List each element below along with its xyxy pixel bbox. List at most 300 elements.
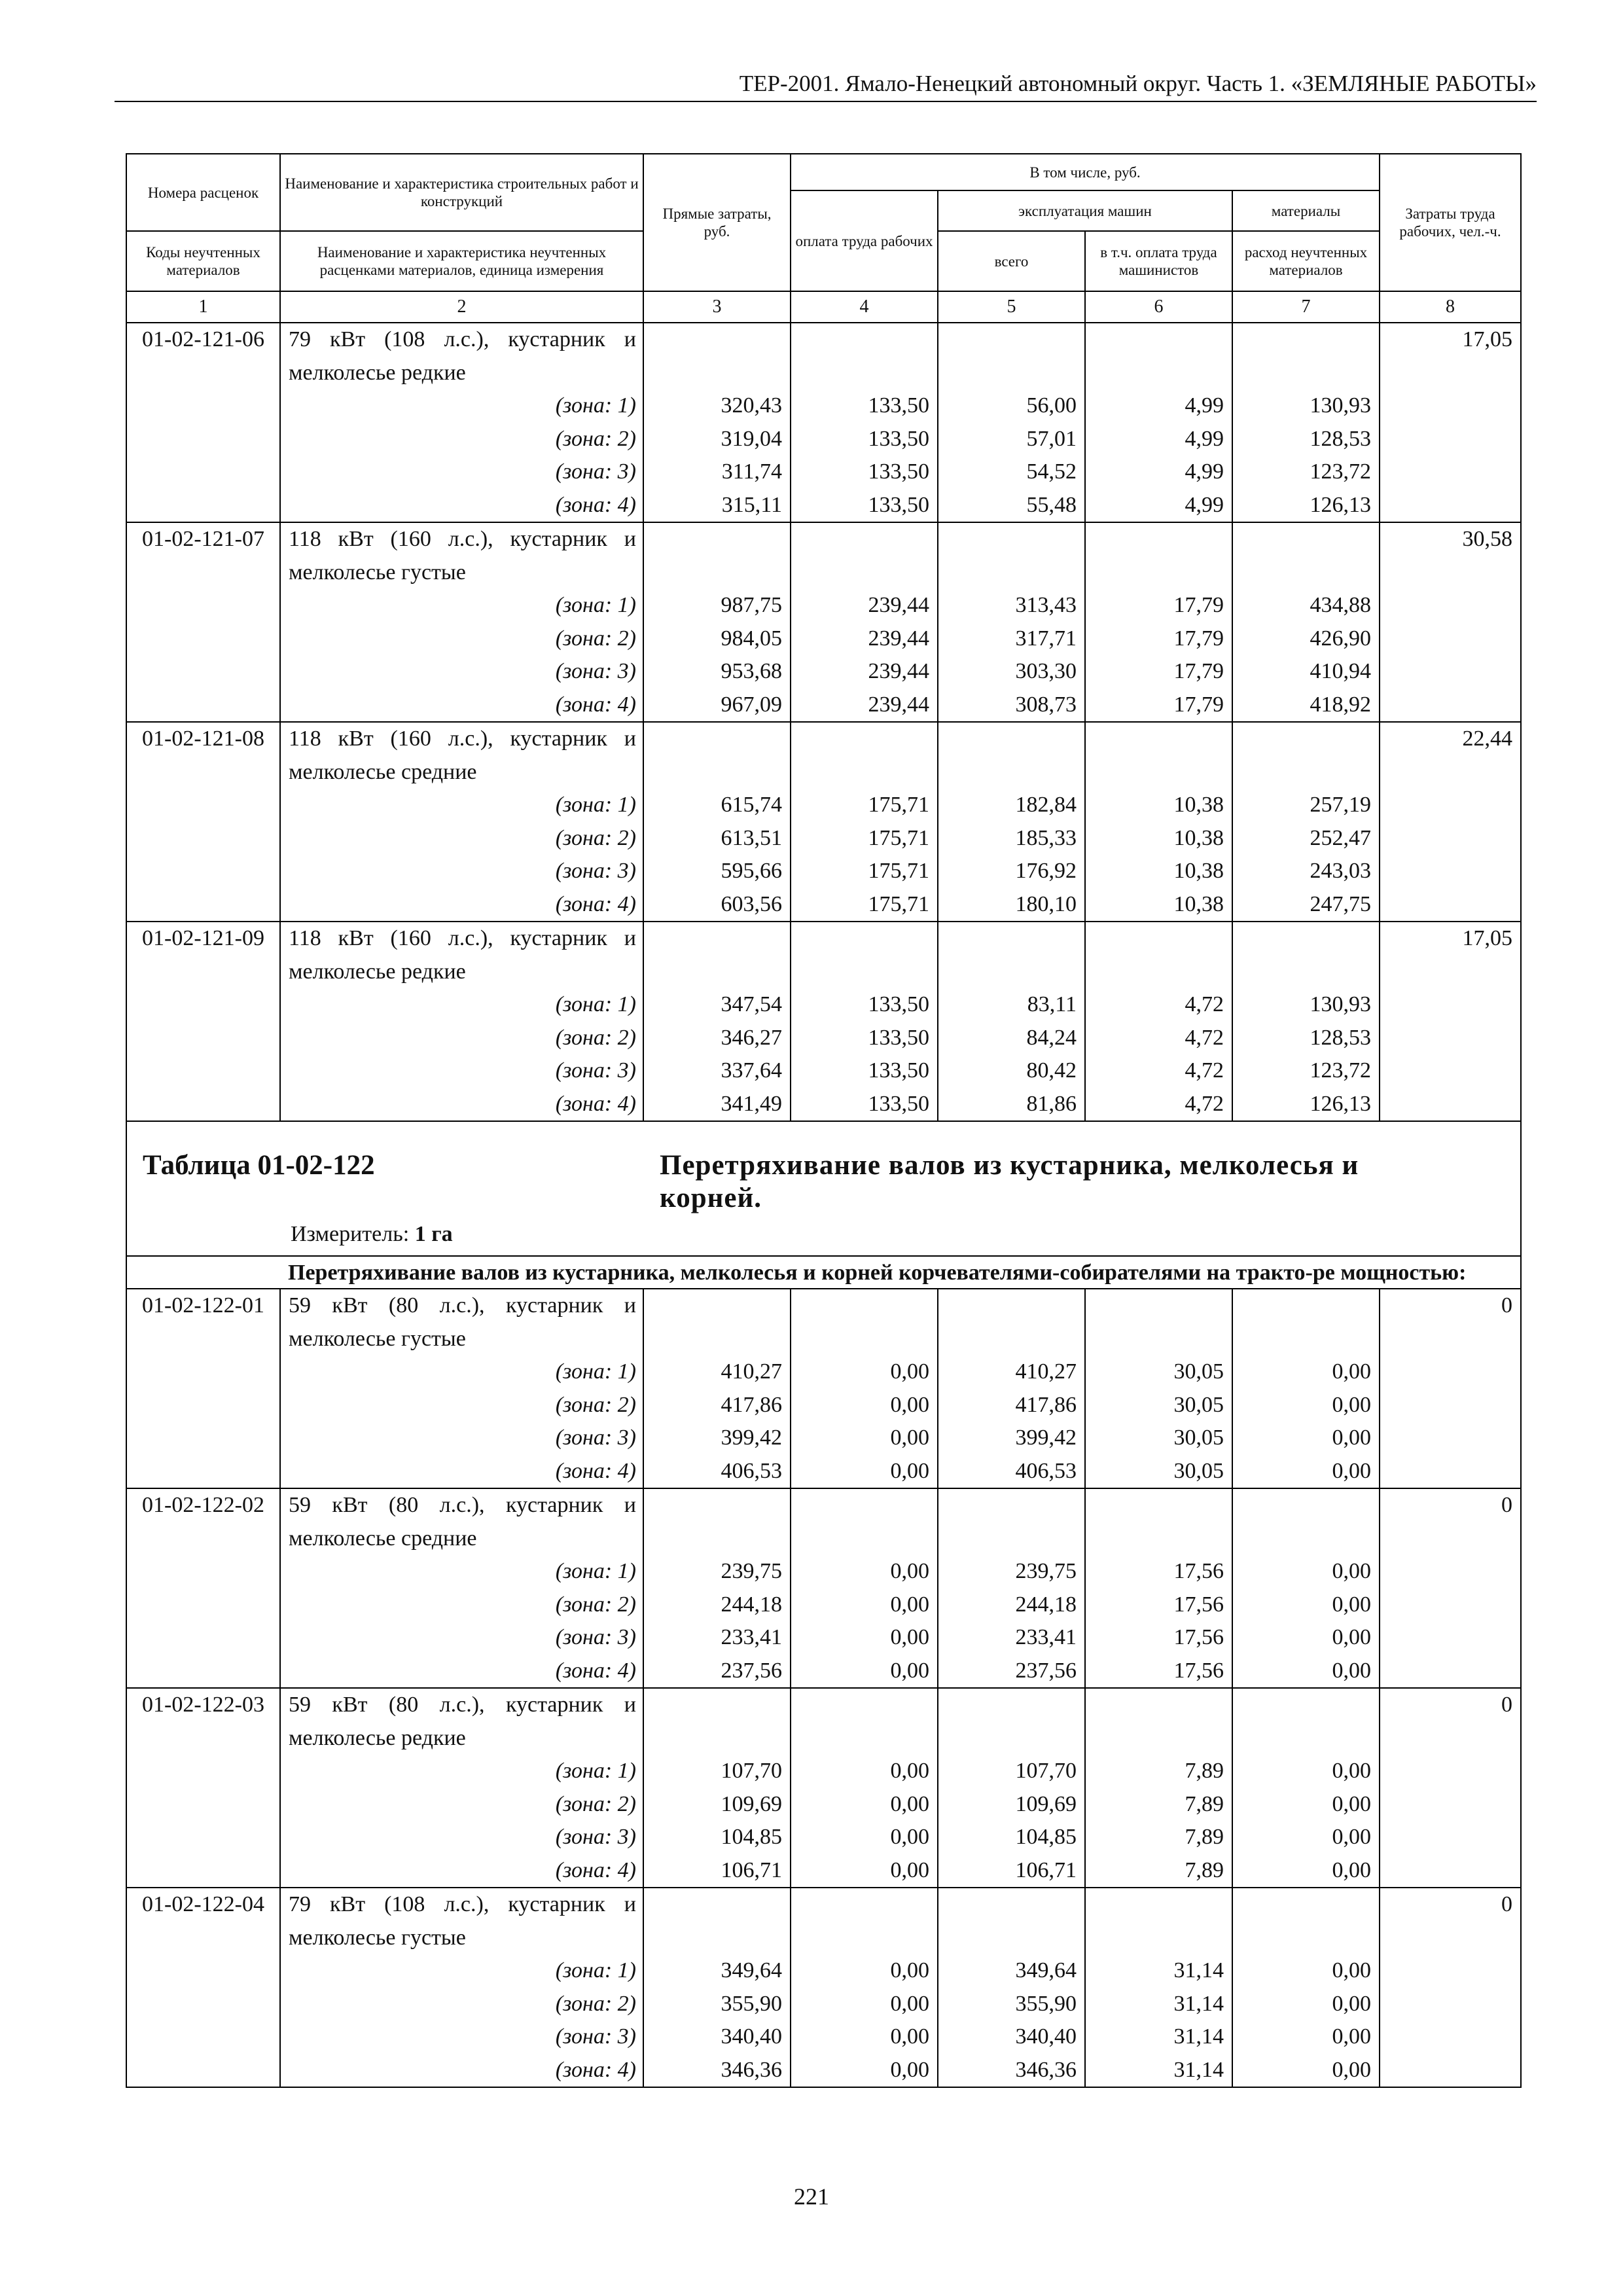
materials-consumption: 0,00 — [1232, 2020, 1380, 2054]
empty-cell — [1085, 922, 1232, 956]
empty-cell — [643, 1888, 791, 1922]
empty-cell — [126, 956, 280, 989]
zone-label: (зона: 4) — [280, 888, 643, 922]
worker-pay: 133,50 — [791, 456, 938, 489]
machinist-pay: 17,79 — [1085, 622, 1232, 656]
direct-costs: 320,43 — [643, 389, 791, 423]
empty-cell — [126, 1655, 280, 1689]
zone-row — [126, 1988, 1521, 2021]
empty-cell — [126, 1389, 280, 1422]
empty-cell — [643, 1289, 791, 1323]
zone-label: (зона: 2) — [280, 1788, 643, 1821]
rate-row-continuation — [126, 1722, 1521, 1755]
rate-description: мелколесье редкие — [280, 1722, 643, 1755]
table-block — [126, 1121, 1521, 1289]
labor-cost: 17,05 — [1380, 922, 1521, 956]
rate-description: мелколесье редкие — [280, 956, 643, 989]
worker-pay: 0,00 — [791, 1755, 938, 1788]
direct-costs: 337,64 — [643, 1054, 791, 1088]
rate-description: 59 кВт (80 л.с.), кустарник и — [280, 1488, 643, 1522]
empty-cell — [791, 323, 938, 357]
empty-cell — [126, 456, 280, 489]
empty-cell — [1232, 956, 1380, 989]
empty-cell — [126, 2054, 280, 2088]
worker-pay: 0,00 — [791, 1788, 938, 1821]
empty-cell — [1380, 655, 1521, 689]
machines-total: 233,41 — [938, 1621, 1085, 1655]
empty-cell — [126, 1323, 280, 1356]
rate-row — [126, 1688, 1521, 1722]
direct-costs: 315,11 — [643, 489, 791, 523]
zone-row — [126, 1088, 1521, 1122]
empty-cell — [1380, 822, 1521, 855]
empty-cell — [791, 1323, 938, 1356]
direct-costs: 244,18 — [643, 1588, 791, 1622]
zone-row — [126, 1621, 1521, 1655]
materials-consumption: 0,00 — [1232, 1788, 1380, 1821]
worker-pay: 0,00 — [791, 1821, 938, 1854]
rate-code: 01-02-121-08 — [126, 722, 280, 756]
empty-cell — [1380, 389, 1521, 423]
rate-row — [126, 1888, 1521, 1922]
table-meter — [143, 1220, 1507, 1249]
rates-table-01-02-121 — [126, 323, 1521, 1121]
rate-row-continuation — [126, 1522, 1521, 1556]
empty-cell — [1380, 556, 1521, 590]
zone-row — [126, 655, 1521, 689]
empty-cell — [1380, 1588, 1521, 1622]
header-machines-total: всего — [938, 231, 1085, 291]
worker-pay: 239,44 — [791, 622, 938, 656]
worker-pay: 0,00 — [791, 2054, 938, 2088]
worker-pay: 0,00 — [791, 1455, 938, 1489]
empty-cell — [1232, 323, 1380, 357]
column-number: 6 — [1085, 291, 1232, 323]
empty-cell — [1380, 1088, 1521, 1122]
rate-description: 59 кВт (80 л.с.), кустарник и — [280, 1289, 643, 1323]
empty-cell — [1380, 1323, 1521, 1356]
machinist-pay: 17,56 — [1085, 1621, 1232, 1655]
empty-cell — [126, 2020, 280, 2054]
direct-costs: 341,49 — [643, 1088, 791, 1122]
materials-consumption: 0,00 — [1232, 1355, 1380, 1389]
direct-costs: 615,74 — [643, 789, 791, 822]
empty-cell — [126, 1588, 280, 1622]
column-number: 4 — [791, 291, 938, 323]
rate-code: 01-02-122-01 — [126, 1289, 280, 1323]
zone-row — [126, 456, 1521, 489]
zone-label: (зона: 1) — [280, 389, 643, 423]
worker-pay: 0,00 — [791, 1355, 938, 1389]
rates-table-01-02-122 — [126, 1289, 1521, 2087]
machines-total: 80,42 — [938, 1054, 1085, 1088]
page-number: 221 — [794, 2183, 829, 2210]
zone-row — [126, 1788, 1521, 1821]
machinist-pay: 7,89 — [1085, 1788, 1232, 1821]
empty-cell — [1380, 2054, 1521, 2088]
materials-consumption: 130,93 — [1232, 389, 1380, 423]
machines-total: 410,27 — [938, 1355, 1085, 1389]
empty-cell — [126, 822, 280, 855]
materials-consumption: 243,03 — [1232, 855, 1380, 888]
worker-pay: 0,00 — [791, 1655, 938, 1689]
machines-total: 57,01 — [938, 423, 1085, 456]
empty-cell — [126, 389, 280, 423]
zone-label: (зона: 2) — [280, 1988, 643, 2021]
zone-label: (зона: 3) — [280, 1054, 643, 1088]
empty-cell — [791, 1888, 938, 1922]
materials-consumption: 126,13 — [1232, 489, 1380, 523]
rate-row-continuation — [126, 357, 1521, 390]
empty-cell — [126, 756, 280, 789]
direct-costs: 239,75 — [643, 1555, 791, 1588]
empty-cell — [126, 1088, 280, 1122]
labor-cost: 0 — [1380, 1488, 1521, 1522]
zone-row — [126, 1755, 1521, 1788]
worker-pay: 133,50 — [791, 1022, 938, 1055]
section-title: Перетряхивание валов из кустарника, мелколесья и корней корчевателями-собирателями на тракто-ре мощностью: — [126, 1256, 1521, 1289]
rate-code: 01-02-122-04 — [126, 1888, 280, 1922]
zone-row — [126, 1655, 1521, 1689]
empty-cell — [791, 1488, 938, 1522]
empty-cell — [126, 1455, 280, 1489]
empty-cell — [791, 956, 938, 989]
empty-cell — [1232, 1722, 1380, 1755]
empty-cell — [1380, 1522, 1521, 1556]
machinist-pay: 17,79 — [1085, 655, 1232, 689]
empty-cell — [1380, 888, 1521, 922]
empty-cell — [1085, 1522, 1232, 1556]
column-number: 5 — [938, 291, 1085, 323]
labor-cost: 0 — [1380, 1888, 1521, 1922]
worker-pay: 239,44 — [791, 655, 938, 689]
zone-label: (зона: 4) — [280, 2054, 643, 2088]
worker-pay: 239,44 — [791, 589, 938, 622]
zone-row — [126, 423, 1521, 456]
empty-cell — [643, 1522, 791, 1556]
zone-label: (зона: 1) — [280, 589, 643, 622]
empty-cell — [126, 888, 280, 922]
machinist-pay: 30,05 — [1085, 1389, 1232, 1422]
empty-cell — [643, 722, 791, 756]
machines-total: 106,71 — [938, 1854, 1085, 1888]
machinist-pay: 10,38 — [1085, 822, 1232, 855]
machinist-pay: 4,72 — [1085, 1022, 1232, 1055]
empty-cell — [938, 323, 1085, 357]
column-number: 2 — [280, 291, 643, 323]
running-head: ТЕР-2001. Ямало-Ненецкий автономный округ. Часть 1. «ЗЕМЛЯНЫЕ РАБОТЫ» — [115, 69, 1537, 102]
empty-cell — [643, 323, 791, 357]
zone-row — [126, 2054, 1521, 2088]
machinist-pay: 10,38 — [1085, 789, 1232, 822]
rate-code: 01-02-122-03 — [126, 1688, 280, 1722]
machinist-pay: 10,38 — [1085, 855, 1232, 888]
empty-cell — [126, 1722, 280, 1755]
worker-pay: 0,00 — [791, 2020, 938, 2054]
materials-consumption: 130,93 — [1232, 988, 1380, 1022]
labor-cost: 30,58 — [1380, 522, 1521, 556]
machines-total: 180,10 — [938, 888, 1085, 922]
rate-row-continuation — [126, 556, 1521, 590]
empty-cell — [938, 922, 1085, 956]
empty-cell — [1380, 456, 1521, 489]
machinist-pay: 4,72 — [1085, 1054, 1232, 1088]
direct-costs: 953,68 — [643, 655, 791, 689]
empty-cell — [791, 1522, 938, 1556]
empty-cell — [126, 1988, 280, 2021]
machinist-pay: 4,99 — [1085, 489, 1232, 523]
header-material-names: Наименование и характеристика неучтенных расценками материалов, единица измерения — [280, 231, 643, 291]
worker-pay: 239,44 — [791, 689, 938, 723]
machines-total: 237,56 — [938, 1655, 1085, 1689]
zone-row — [126, 1555, 1521, 1588]
empty-cell — [126, 1522, 280, 1556]
materials-consumption: 0,00 — [1232, 1621, 1380, 1655]
empty-cell — [1232, 722, 1380, 756]
empty-cell — [1085, 756, 1232, 789]
direct-costs: 967,09 — [643, 689, 791, 723]
column-number: 1 — [126, 291, 280, 323]
empty-cell — [1380, 1854, 1521, 1888]
empty-cell — [126, 357, 280, 390]
empty-cell — [126, 1355, 280, 1389]
machinist-pay: 17,56 — [1085, 1655, 1232, 1689]
empty-cell — [1380, 1022, 1521, 1055]
header-including: В том числе, руб. — [791, 154, 1380, 190]
empty-cell — [1380, 789, 1521, 822]
zone-label: (зона: 1) — [280, 988, 643, 1022]
materials-consumption: 0,00 — [1232, 1821, 1380, 1854]
machines-total: 406,53 — [938, 1455, 1085, 1489]
materials-consumption: 0,00 — [1232, 1422, 1380, 1455]
rate-row-continuation — [126, 956, 1521, 989]
empty-cell — [1085, 1488, 1232, 1522]
zone-row — [126, 1455, 1521, 1489]
machinist-pay: 31,14 — [1085, 2054, 1232, 2088]
empty-cell — [1380, 357, 1521, 390]
machines-total: 239,75 — [938, 1555, 1085, 1588]
empty-cell — [126, 689, 280, 723]
empty-cell — [938, 1888, 1085, 1922]
empty-cell — [1085, 556, 1232, 590]
meter-value: 1 га — [414, 1222, 453, 1246]
zone-label: (зона: 2) — [280, 423, 643, 456]
machines-total: 417,86 — [938, 1389, 1085, 1422]
machines-total: 399,42 — [938, 1422, 1085, 1455]
empty-cell — [938, 522, 1085, 556]
empty-cell — [791, 357, 938, 390]
zone-label: (зона: 3) — [280, 1422, 643, 1455]
worker-pay: 0,00 — [791, 1854, 938, 1888]
zone-row — [126, 1054, 1521, 1088]
zone-row — [126, 1355, 1521, 1389]
empty-cell — [791, 1922, 938, 1955]
empty-cell — [791, 1688, 938, 1722]
machinist-pay: 4,72 — [1085, 1088, 1232, 1122]
direct-costs: 104,85 — [643, 1821, 791, 1854]
column-number: 8 — [1380, 291, 1521, 323]
direct-costs: 319,04 — [643, 423, 791, 456]
table-description: Перетряхивание валов из кустарника, мелколесья и корней. — [660, 1150, 1359, 1213]
materials-consumption: 0,00 — [1232, 1988, 1380, 2021]
empty-cell — [1085, 1688, 1232, 1722]
machinist-pay: 17,79 — [1085, 589, 1232, 622]
zone-label: (зона: 1) — [280, 1355, 643, 1389]
zone-row — [126, 1954, 1521, 1988]
machinist-pay: 31,14 — [1085, 1954, 1232, 1988]
rate-row — [126, 323, 1521, 357]
empty-cell — [938, 556, 1085, 590]
zone-label: (зона: 4) — [280, 1455, 643, 1489]
rate-description: мелколесье средние — [280, 1522, 643, 1556]
empty-cell — [1380, 689, 1521, 723]
direct-costs: 406,53 — [643, 1455, 791, 1489]
machines-total: 346,36 — [938, 2054, 1085, 2088]
empty-cell — [938, 722, 1085, 756]
zone-label: (зона: 4) — [280, 1088, 643, 1122]
empty-cell — [1380, 756, 1521, 789]
worker-pay: 0,00 — [791, 1389, 938, 1422]
empty-cell — [1085, 1888, 1232, 1922]
zone-row — [126, 888, 1521, 922]
zone-label: (зона: 3) — [280, 1821, 643, 1854]
direct-costs: 603,56 — [643, 888, 791, 922]
empty-cell — [126, 1054, 280, 1088]
empty-cell — [1380, 1788, 1521, 1821]
zone-row — [126, 1821, 1521, 1854]
worker-pay: 0,00 — [791, 1588, 938, 1622]
empty-cell — [1085, 1289, 1232, 1323]
empty-cell — [126, 1854, 280, 1888]
empty-cell — [1380, 1555, 1521, 1588]
empty-cell — [1085, 722, 1232, 756]
direct-costs: 347,54 — [643, 988, 791, 1022]
empty-cell — [126, 655, 280, 689]
machinist-pay: 31,14 — [1085, 2020, 1232, 2054]
empty-cell — [791, 522, 938, 556]
empty-cell — [1380, 1755, 1521, 1788]
empty-cell — [938, 1323, 1085, 1356]
empty-cell — [1380, 1389, 1521, 1422]
direct-costs: 984,05 — [643, 622, 791, 656]
rate-row — [126, 1488, 1521, 1522]
table-number: Таблица 01-02-122 — [143, 1150, 375, 1181]
machines-total: 84,24 — [938, 1022, 1085, 1055]
zone-label: (зона: 4) — [280, 1854, 643, 1888]
empty-cell — [1380, 423, 1521, 456]
worker-pay: 175,71 — [791, 888, 938, 922]
labor-cost: 0 — [1380, 1688, 1521, 1722]
worker-pay: 133,50 — [791, 1088, 938, 1122]
empty-cell — [791, 1289, 938, 1323]
rate-row-continuation — [126, 1922, 1521, 1955]
empty-cell — [126, 1755, 280, 1788]
zone-label: (зона: 2) — [280, 822, 643, 855]
worker-pay: 133,50 — [791, 1054, 938, 1088]
zone-label: (зона: 3) — [280, 2020, 643, 2054]
machines-total: 107,70 — [938, 1755, 1085, 1788]
worker-pay: 133,50 — [791, 389, 938, 423]
zone-row — [126, 1022, 1521, 1055]
empty-cell — [643, 1722, 791, 1755]
machinist-pay: 7,89 — [1085, 1755, 1232, 1788]
empty-cell — [1380, 855, 1521, 888]
rate-description: мелколесье густые — [280, 1323, 643, 1356]
machinist-pay: 30,05 — [1085, 1455, 1232, 1489]
zone-row — [126, 489, 1521, 523]
direct-costs: 340,40 — [643, 2020, 791, 2054]
rate-code: 01-02-122-02 — [126, 1488, 280, 1522]
empty-cell — [1380, 589, 1521, 622]
worker-pay: 133,50 — [791, 489, 938, 523]
empty-cell — [643, 556, 791, 590]
zone-label: (зона: 3) — [280, 655, 643, 689]
empty-cell — [1085, 357, 1232, 390]
empty-cell — [1380, 1922, 1521, 1955]
zone-row — [126, 689, 1521, 723]
zone-label: (зона: 1) — [280, 1755, 643, 1788]
rate-description: 79 кВт (108 л.с.), кустарник и — [280, 1888, 643, 1922]
empty-cell — [643, 1922, 791, 1955]
empty-cell — [126, 988, 280, 1022]
rate-description: мелколесье редкие — [280, 357, 643, 390]
header-work-name: Наименование и характеристика строительных работ и конструкций — [280, 154, 643, 231]
machinist-pay: 30,05 — [1085, 1355, 1232, 1389]
zone-label: (зона: 2) — [280, 1022, 643, 1055]
direct-costs: 410,27 — [643, 1355, 791, 1389]
machinist-pay: 17,79 — [1085, 689, 1232, 723]
column-number: 7 — [1232, 291, 1380, 323]
zone-label: (зона: 3) — [280, 456, 643, 489]
empty-cell — [938, 756, 1085, 789]
empty-cell — [126, 1954, 280, 1988]
zone-row — [126, 855, 1521, 888]
empty-cell — [791, 556, 938, 590]
worker-pay: 0,00 — [791, 1988, 938, 2021]
zone-row — [126, 1854, 1521, 1888]
machinist-pay: 4,99 — [1085, 456, 1232, 489]
empty-cell — [643, 1323, 791, 1356]
empty-cell — [791, 722, 938, 756]
zone-label: (зона: 1) — [280, 1555, 643, 1588]
materials-consumption: 0,00 — [1232, 1555, 1380, 1588]
machines-total: 182,84 — [938, 789, 1085, 822]
direct-costs: 349,64 — [643, 1954, 791, 1988]
header-material-codes: Коды неучтенных материалов — [126, 231, 280, 291]
materials-consumption: 0,00 — [1232, 1455, 1380, 1489]
zone-label: (зона: 4) — [280, 1655, 643, 1689]
empty-cell — [938, 1688, 1085, 1722]
empty-cell — [1232, 756, 1380, 789]
empty-cell — [1232, 1289, 1380, 1323]
empty-cell — [1232, 1688, 1380, 1722]
machinist-pay: 30,05 — [1085, 1422, 1232, 1455]
header-machinist-pay: в т.ч. оплата труда машинистов — [1085, 231, 1232, 291]
empty-cell — [643, 522, 791, 556]
machinist-pay: 17,56 — [1085, 1588, 1232, 1622]
direct-costs: 613,51 — [643, 822, 791, 855]
empty-cell — [126, 589, 280, 622]
machines-total: 54,52 — [938, 456, 1085, 489]
empty-cell — [1380, 956, 1521, 989]
rate-row — [126, 522, 1521, 556]
materials-consumption: 252,47 — [1232, 822, 1380, 855]
direct-costs: 109,69 — [643, 1788, 791, 1821]
empty-cell — [1380, 1988, 1521, 2021]
rate-code: 01-02-121-07 — [126, 522, 280, 556]
empty-cell — [1380, 1455, 1521, 1489]
zone-row — [126, 1422, 1521, 1455]
